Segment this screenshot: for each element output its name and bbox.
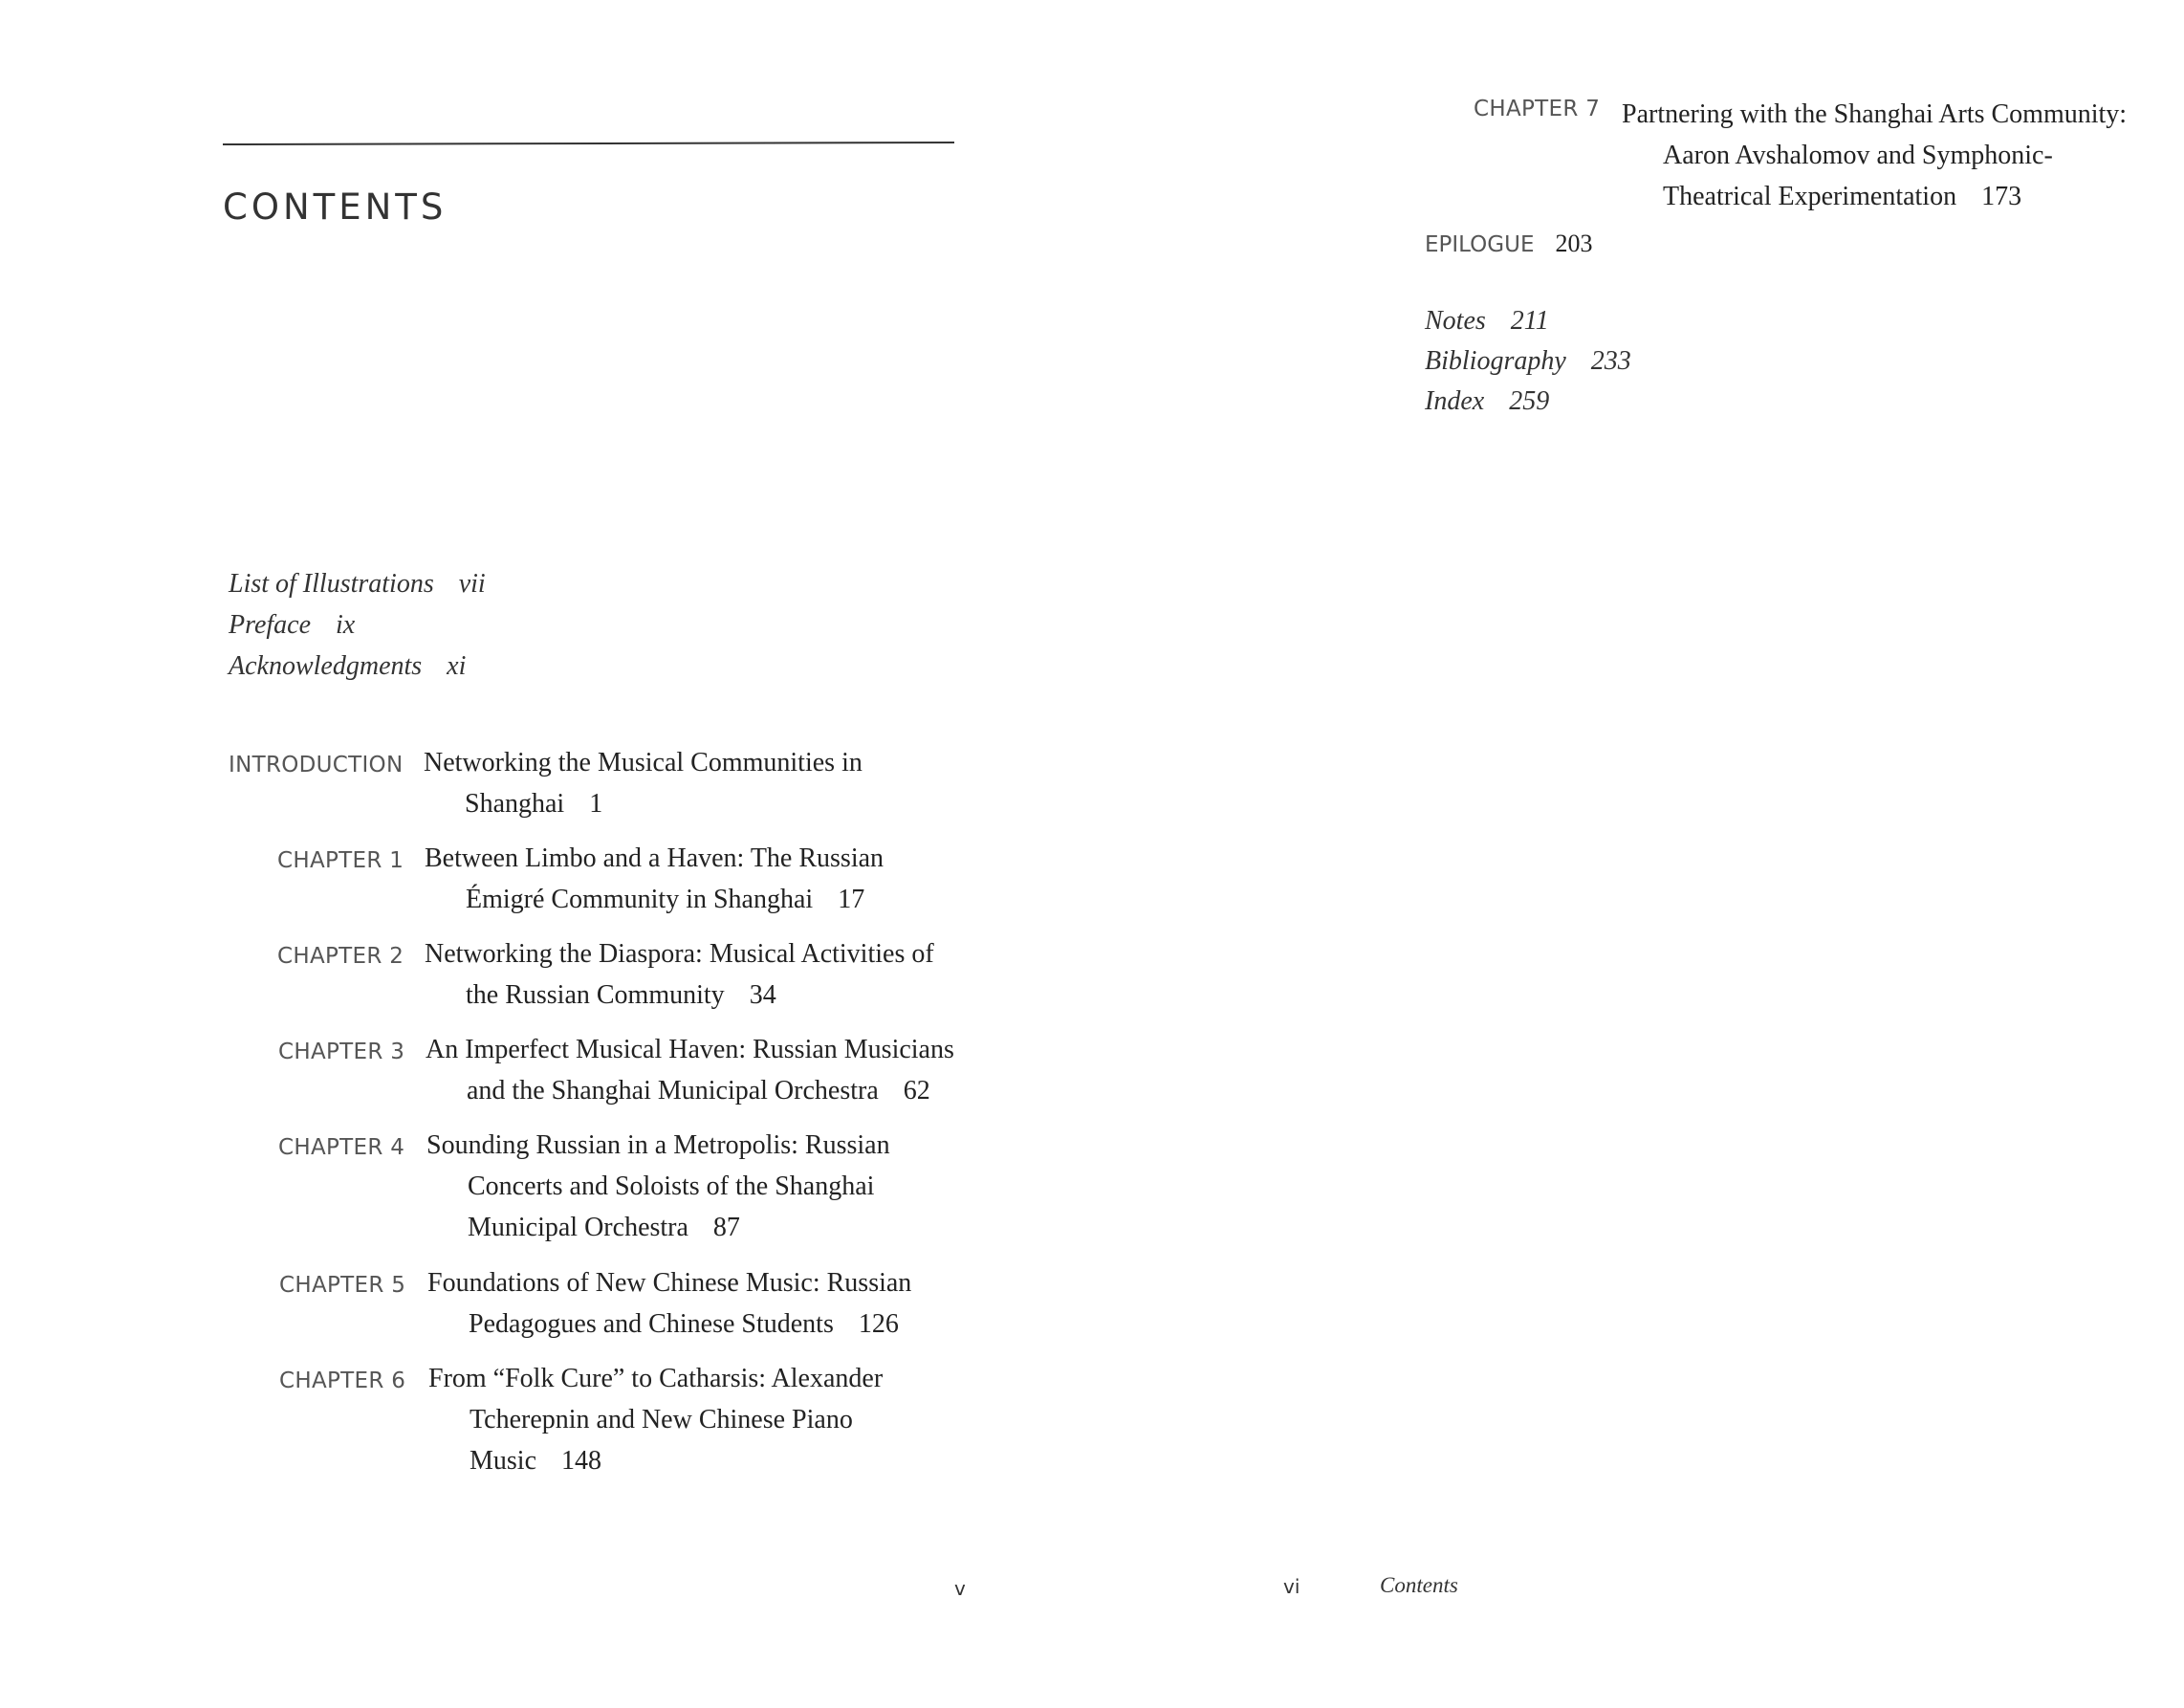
entry-line: Theatrical Experimentation: [1663, 182, 1957, 211]
entry-title: Index: [1425, 386, 1485, 416]
entry-title: Notes: [1425, 306, 1486, 336]
label-chapter-5: CHAPTER 5: [279, 1273, 406, 1298]
toc-entry-chapter-5[interactable]: [427, 1262, 911, 1345]
label-chapter-2: CHAPTER 2: [277, 944, 404, 969]
entry-line: Foundations of New Chinese Music: Russian: [427, 1268, 912, 1298]
entry-line: Municipal Orchestra: [468, 1213, 688, 1242]
entry-title: Acknowledgments: [229, 651, 423, 681]
toc-entry-chapter-2[interactable]: [425, 933, 934, 1016]
entry-page: 126: [858, 1309, 899, 1339]
header-rule: [223, 142, 954, 145]
entry-line: the Russian Community: [466, 980, 725, 1010]
entry-page: xi: [447, 651, 467, 681]
entry-line: Pedagogues and Chinese Students: [469, 1309, 834, 1339]
entry-title: Bibliography: [1425, 346, 1566, 376]
entry-line: Networking the Musical Communities in: [424, 748, 863, 777]
entry-line: From “Folk Cure” to Catharsis: Alexander: [428, 1364, 884, 1393]
toc-entry-list-of-illustrations[interactable]: [229, 569, 486, 600]
entry-page: vii: [458, 569, 486, 599]
toc-entry-chapter-6[interactable]: [428, 1358, 883, 1481]
entry-page: 211: [1510, 306, 1549, 336]
entry-page: 62: [903, 1076, 930, 1106]
toc-entry-chapter-4[interactable]: [426, 1125, 890, 1248]
toc-entry-chapter-1[interactable]: [425, 838, 884, 920]
entry-line: Between Limbo and a Haven: The Russian: [425, 843, 885, 873]
entry-page: 259: [1509, 386, 1550, 416]
label-chapter-1: CHAPTER 1: [277, 848, 404, 873]
toc-entry-bibliography[interactable]: [1425, 346, 1631, 377]
entry-page: 173: [1981, 182, 2022, 211]
entry-title: List of Illustrations: [229, 569, 434, 599]
entry-line: Tcherepnin and New Chinese Piano: [470, 1405, 853, 1434]
entry-line: Émigré Community in Shanghai: [466, 885, 814, 914]
entry-page: 87: [712, 1213, 740, 1242]
label-chapter-6: CHAPTER 6: [279, 1369, 406, 1393]
page-number-vi: vi: [1283, 1575, 1300, 1598]
toc-entry-preface[interactable]: [229, 610, 355, 641]
label-chapter-7: CHAPTER 7: [1474, 97, 1601, 121]
contents-heading: CONTENTS: [223, 186, 448, 228]
entry-line: An Imperfect Musical Haven: Russian Musicians: [426, 1035, 954, 1064]
page-number-v: v: [954, 1577, 966, 1600]
toc-entry-epilogue[interactable]: [1425, 230, 1592, 258]
entry-page: 148: [561, 1446, 601, 1476]
label-chapter-4: CHAPTER 4: [278, 1135, 405, 1160]
entry-page: 203: [1555, 230, 1593, 257]
toc-entry-introduction[interactable]: [424, 742, 863, 824]
toc-entry-notes[interactable]: [1425, 306, 1549, 337]
entry-line: Music: [470, 1446, 536, 1476]
label-epilogue: EPILOGUE: [1425, 232, 1535, 257]
entry-page: ix: [336, 610, 356, 640]
running-head: Contents: [1380, 1573, 1458, 1597]
entry-page: 17: [838, 885, 865, 914]
entry-line: Networking the Diaspora: Musical Activities of: [425, 939, 934, 969]
toc-entry-acknowledgments[interactable]: [229, 651, 466, 682]
entry-line: Sounding Russian in a Metropolis: Russian: [426, 1130, 890, 1160]
entry-line: and the Shanghai Municipal Orchestra: [467, 1076, 879, 1106]
entry-page: 233: [1590, 346, 1631, 376]
entry-page: 34: [749, 980, 776, 1010]
toc-entry-chapter-7[interactable]: [1622, 94, 2127, 217]
label-introduction: INTRODUCTION: [229, 753, 404, 777]
entry-line: Aaron Avshalomov and Symphonic-: [1663, 141, 2053, 170]
entry-line: Shanghai: [465, 789, 565, 819]
toc-entry-index[interactable]: [1425, 386, 1549, 417]
label-chapter-3: CHAPTER 3: [278, 1040, 405, 1064]
entry-line: Concerts and Soloists of the Shanghai: [468, 1172, 875, 1201]
entry-line: Partnering with the Shanghai Arts Community:: [1622, 99, 2128, 129]
toc-entry-chapter-3[interactable]: [426, 1029, 954, 1111]
entry-title: Preface: [229, 610, 312, 640]
entry-page: 1: [589, 789, 603, 819]
